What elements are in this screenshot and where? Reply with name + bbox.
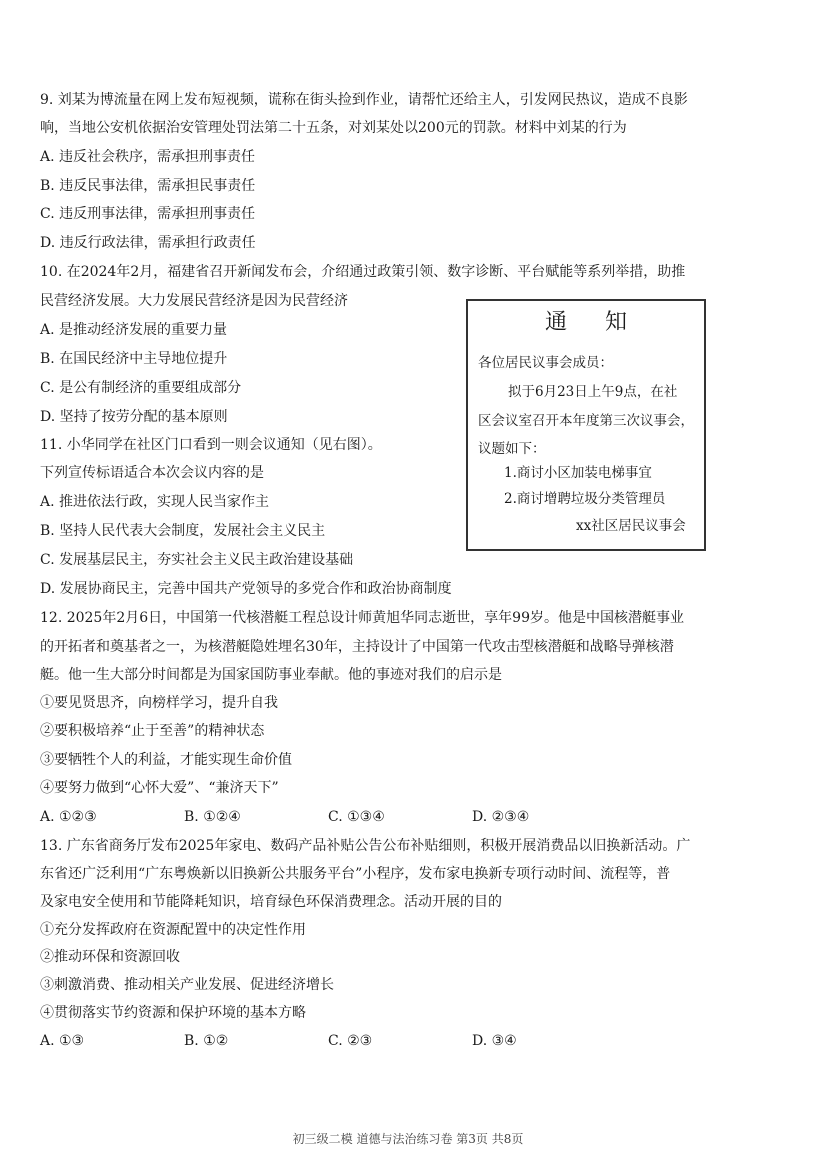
q11-stem-line-2: 下列宣传标语适合本次会议内容的是: [40, 465, 264, 481]
q13-stem-line-3: 及家电安全使用和节能降耗知识，培育绿色环保消费理念。活动开展的目的: [40, 894, 502, 910]
q11-stem-line-1: 11. 小华同学在社区门口看到一则会议通知（见右图）。: [40, 437, 382, 453]
q9-option-a: A. 违反社会秩序，需承担刑事责任: [40, 149, 256, 165]
q12-stem-line-1: 12. 2025年2月6日，中国第一代核潜艇工程总设计师黄旭华同志逝世，享年99岁。他是中国核潜艇事业: [40, 610, 684, 626]
q13-option-c: C. ②③: [328, 1033, 373, 1049]
notice-title: 通知: [544, 310, 665, 335]
notice-body-line-1: 拟于6月23日上午9点，在社: [508, 384, 678, 400]
q12-statement-1: ①要见贤思齐，向榜样学习，提升自我: [40, 695, 278, 711]
q13-statement-1: ①充分发挥政府在资源配置中的决定性作用: [40, 922, 306, 938]
notice-signature: xx社区居民议事会: [576, 518, 686, 534]
meeting-notice-box: [466, 299, 706, 551]
q12-option-c: C. ①③④: [328, 809, 385, 825]
notice-body-line-3: 议题如下：: [478, 441, 546, 457]
q13-option-d: D. ③④: [472, 1033, 517, 1049]
notice-body-line-2: 区会议室召开本年度第三次议事会，: [478, 413, 694, 429]
q12-options: [40, 807, 616, 827]
q13-statement-2: ②推动环保和资源回收: [40, 949, 180, 965]
q9-option-d: D. 违反行政法律，需承担行政责任: [40, 235, 256, 251]
q12-stem-line-3: 艇。他一生大部分时间都是为国家国防事业奉献。他的事迹对我们的启示是: [40, 667, 502, 683]
q13-statement-4: ④贯彻落实节约资源和保护环境的基本方略: [40, 1005, 306, 1021]
q13-stem-line-2: 东省还广泛利用“广东粤焕新以旧换新公共服务平台”小程序，发布家电换新专项行动时间、流程等，普: [40, 866, 671, 882]
q12-option-a: A. ①②③: [40, 809, 97, 825]
q11-option-b: B. 坚持人民代表大会制度，发展社会主义民主: [40, 523, 326, 539]
q13-statement-3: ③刺激消费、推动相关产业发展、促进经济增长: [40, 977, 334, 993]
q13-option-a: A. ①③: [40, 1033, 85, 1049]
q12-option-b: B. ①②④: [184, 809, 241, 825]
q11-option-c: C. 发展基层民主，夯实社会主义民主政治建设基础: [40, 552, 354, 568]
page-footer: 初三级二模 道德与法治练习卷 第3页 共8页: [292, 1132, 524, 1146]
q13-option-b: B. ①②: [184, 1033, 229, 1049]
notice-item-2: 2.商讨增聘垃圾分类管理员: [504, 491, 666, 507]
q9-stem-line-1: 9. 刘某为博流量在网上发布短视频，谎称在街头捡到作业，请帮忙还给主人，引发网民热议，造成不良影: [40, 92, 688, 108]
q12-statement-3: ③要牺牲个人的利益，才能实现生命价值: [40, 752, 292, 768]
q9-stem-line-2: 响，当地公安机依据治安管理处罚法第二十五条，对刘某处以200元的罚款。材料中刘某的行为: [40, 120, 627, 136]
notice-salutation: 各位居民议事会成员：: [478, 355, 613, 371]
q10-option-b: B. 在国民经济中主导地位提升: [40, 351, 228, 367]
q10-option-d: D. 坚持了按劳分配的基本原则: [40, 409, 228, 425]
q9-option-c: C. 违反刑事法律，需承担刑事责任: [40, 206, 256, 222]
q13-options: [40, 1031, 616, 1051]
q12-statement-2: ②要积极培养“止于至善”的精神状态: [40, 723, 265, 739]
q11-option-d: D. 发展协商民主，完善中国共产党领导的多党合作和政治协商制度: [40, 581, 452, 597]
q12-statement-4: ④要努力做到“心怀大爱”、“兼济天下”: [40, 780, 279, 796]
q9-option-b: B. 违反民事法律，需承担民事责任: [40, 178, 256, 194]
q10-stem-line-1: 10. 在2024年2月，福建省召开新闻发布会，介绍通过政策引领、数字诊断、平台赋能等系列举措，助推: [40, 264, 686, 280]
q10-stem-line-2: 民营经济发展。大力发展民营经济是因为民营经济: [40, 293, 348, 309]
q10-option-a: A. 是推动经济发展的重要力量: [40, 322, 228, 338]
q13-stem-line-1: 13. 广东省商务厅发布2025年家电、数码产品补贴公告公布补贴细则，积极开展消费品以旧换新活动。广: [40, 838, 691, 854]
q10-option-c: C. 是公有制经济的重要组成部分: [40, 380, 242, 396]
notice-item-1: 1.商讨小区加装电梯事宜: [504, 465, 652, 481]
q12-option-d: D. ②③④: [472, 809, 530, 825]
q11-option-a: A. 推进依法行政，实现人民当家作主: [40, 494, 270, 510]
q12-stem-line-2: 的开拓者和奠基者之一，为核潜艇隐姓埋名30年，主持设计了中国第一代攻击型核潜艇和战略导弹核潜: [40, 639, 674, 655]
